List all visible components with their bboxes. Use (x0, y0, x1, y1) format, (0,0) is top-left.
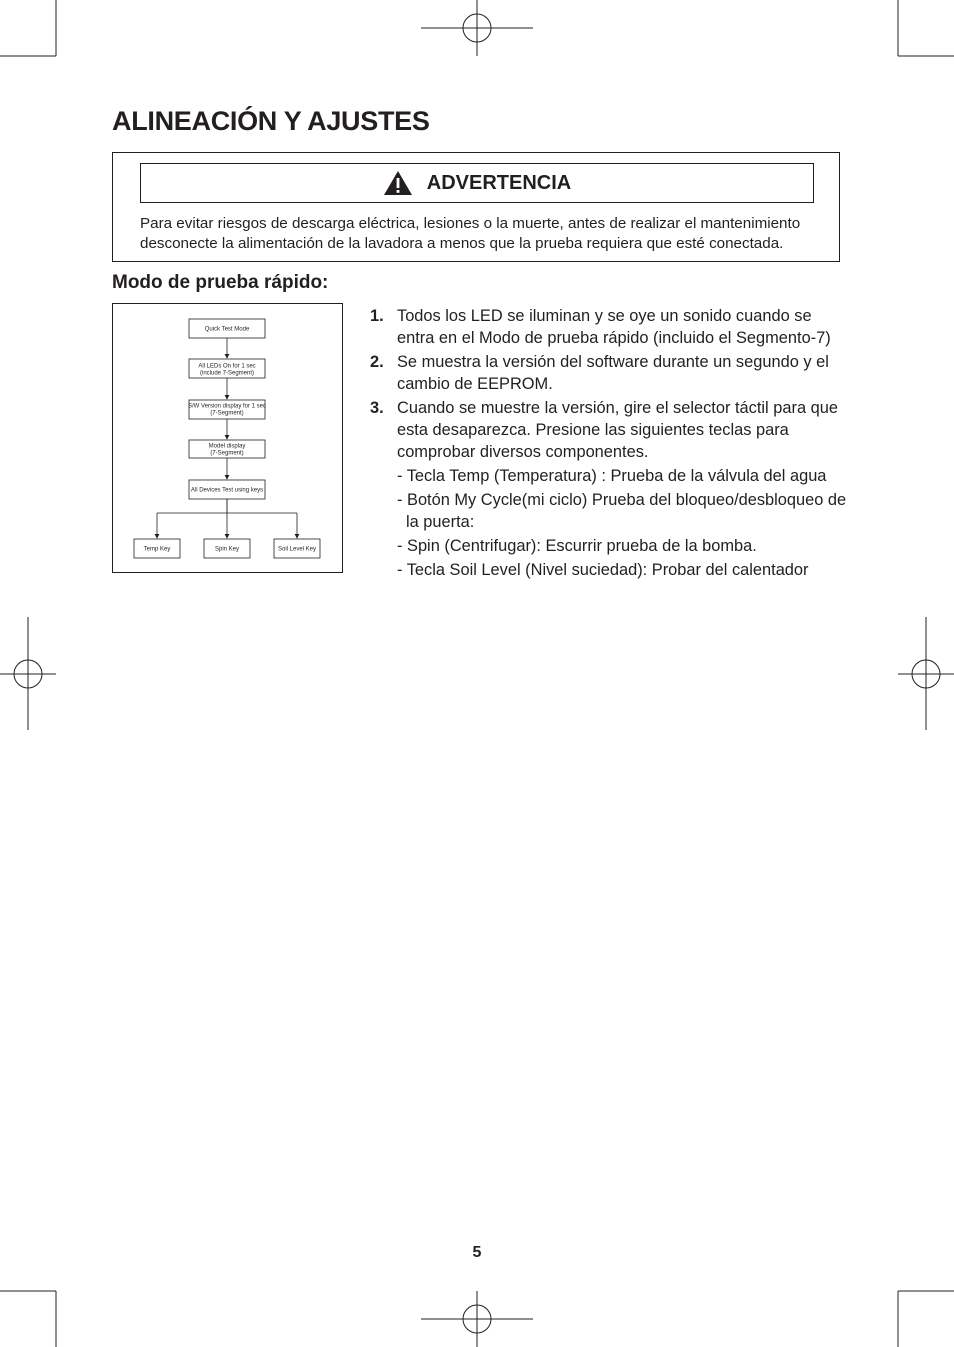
component-test-item: - Tecla Soil Level (Nivel suciedad): Probar del calentador (397, 561, 809, 579)
steps-list (370, 305, 850, 585)
list-item (370, 305, 850, 349)
flow-node-label: All Devices Test using keys (190, 487, 264, 494)
key-node-label: Spin Key (214, 546, 240, 553)
step-number: 1. (370, 307, 384, 325)
list-item (370, 351, 850, 395)
flow-node-label: (include 7-Segment) (199, 370, 255, 377)
flow-node-label: Quick Test Mode (204, 326, 250, 333)
page-number: 5 (472, 1244, 482, 1261)
component-test-item: - Botón My Cycle(mi ciclo) Prueba del bloqueo/desbloqueo de la puerta: (397, 491, 847, 531)
section-heading: Modo de prueba rápido: (112, 272, 329, 293)
component-test-list (397, 465, 850, 581)
step-text: Todos los LED se iluminan y se oye un sonido cuando se entra en el Modo de prueba rápido (incluido el Segmento-7) (397, 307, 831, 347)
step-text: Se muestra la versión del software durante un segundo y el cambio de EEPROM. (397, 353, 829, 393)
warning-title: ADVERTENCIA (426, 171, 572, 194)
warning-triangle-icon (383, 170, 413, 196)
step-number: 2. (370, 353, 384, 371)
page-title: ALINEACIÓN Y AJUSTES (112, 106, 430, 136)
flow-node-label: (7-Segment) (210, 450, 244, 457)
step-text: Cuando se muestre la versión, gire el selector táctil para que esta desaparezca. Presione las siguientes teclas para comprobar diversos componentes. (397, 399, 838, 461)
warning-box (112, 152, 840, 262)
warning-text: Para evitar riesgos de descarga eléctrica, lesiones o la muerte, antes de realizar el mantenimiento desconecte la alimentación de la lavadora a menos que la prueba requiera que esté conectada. (140, 215, 801, 252)
flow-node-label: S/W Version display for 1 sec (187, 403, 267, 410)
component-test-item: - Tecla Temp (Temperatura) : Prueba de la válvula del agua (397, 467, 827, 485)
flow-node-label: (7-Segment) (210, 410, 244, 417)
flowchart-frame (113, 304, 343, 573)
component-test-item: - Spin (Centrifugar): Escurrir prueba de la bomba. (397, 537, 757, 555)
quick-test-flowchart (112, 303, 343, 573)
flow-node-label: All LEDs On for 1 sec (198, 363, 256, 370)
flow-node-label: Model display (208, 443, 246, 450)
key-node-label: Temp Key (143, 546, 171, 553)
warning-header (140, 163, 814, 203)
key-node-label: Soil Level Key (277, 546, 317, 553)
list-item (370, 397, 850, 583)
step-number: 3. (370, 399, 384, 417)
